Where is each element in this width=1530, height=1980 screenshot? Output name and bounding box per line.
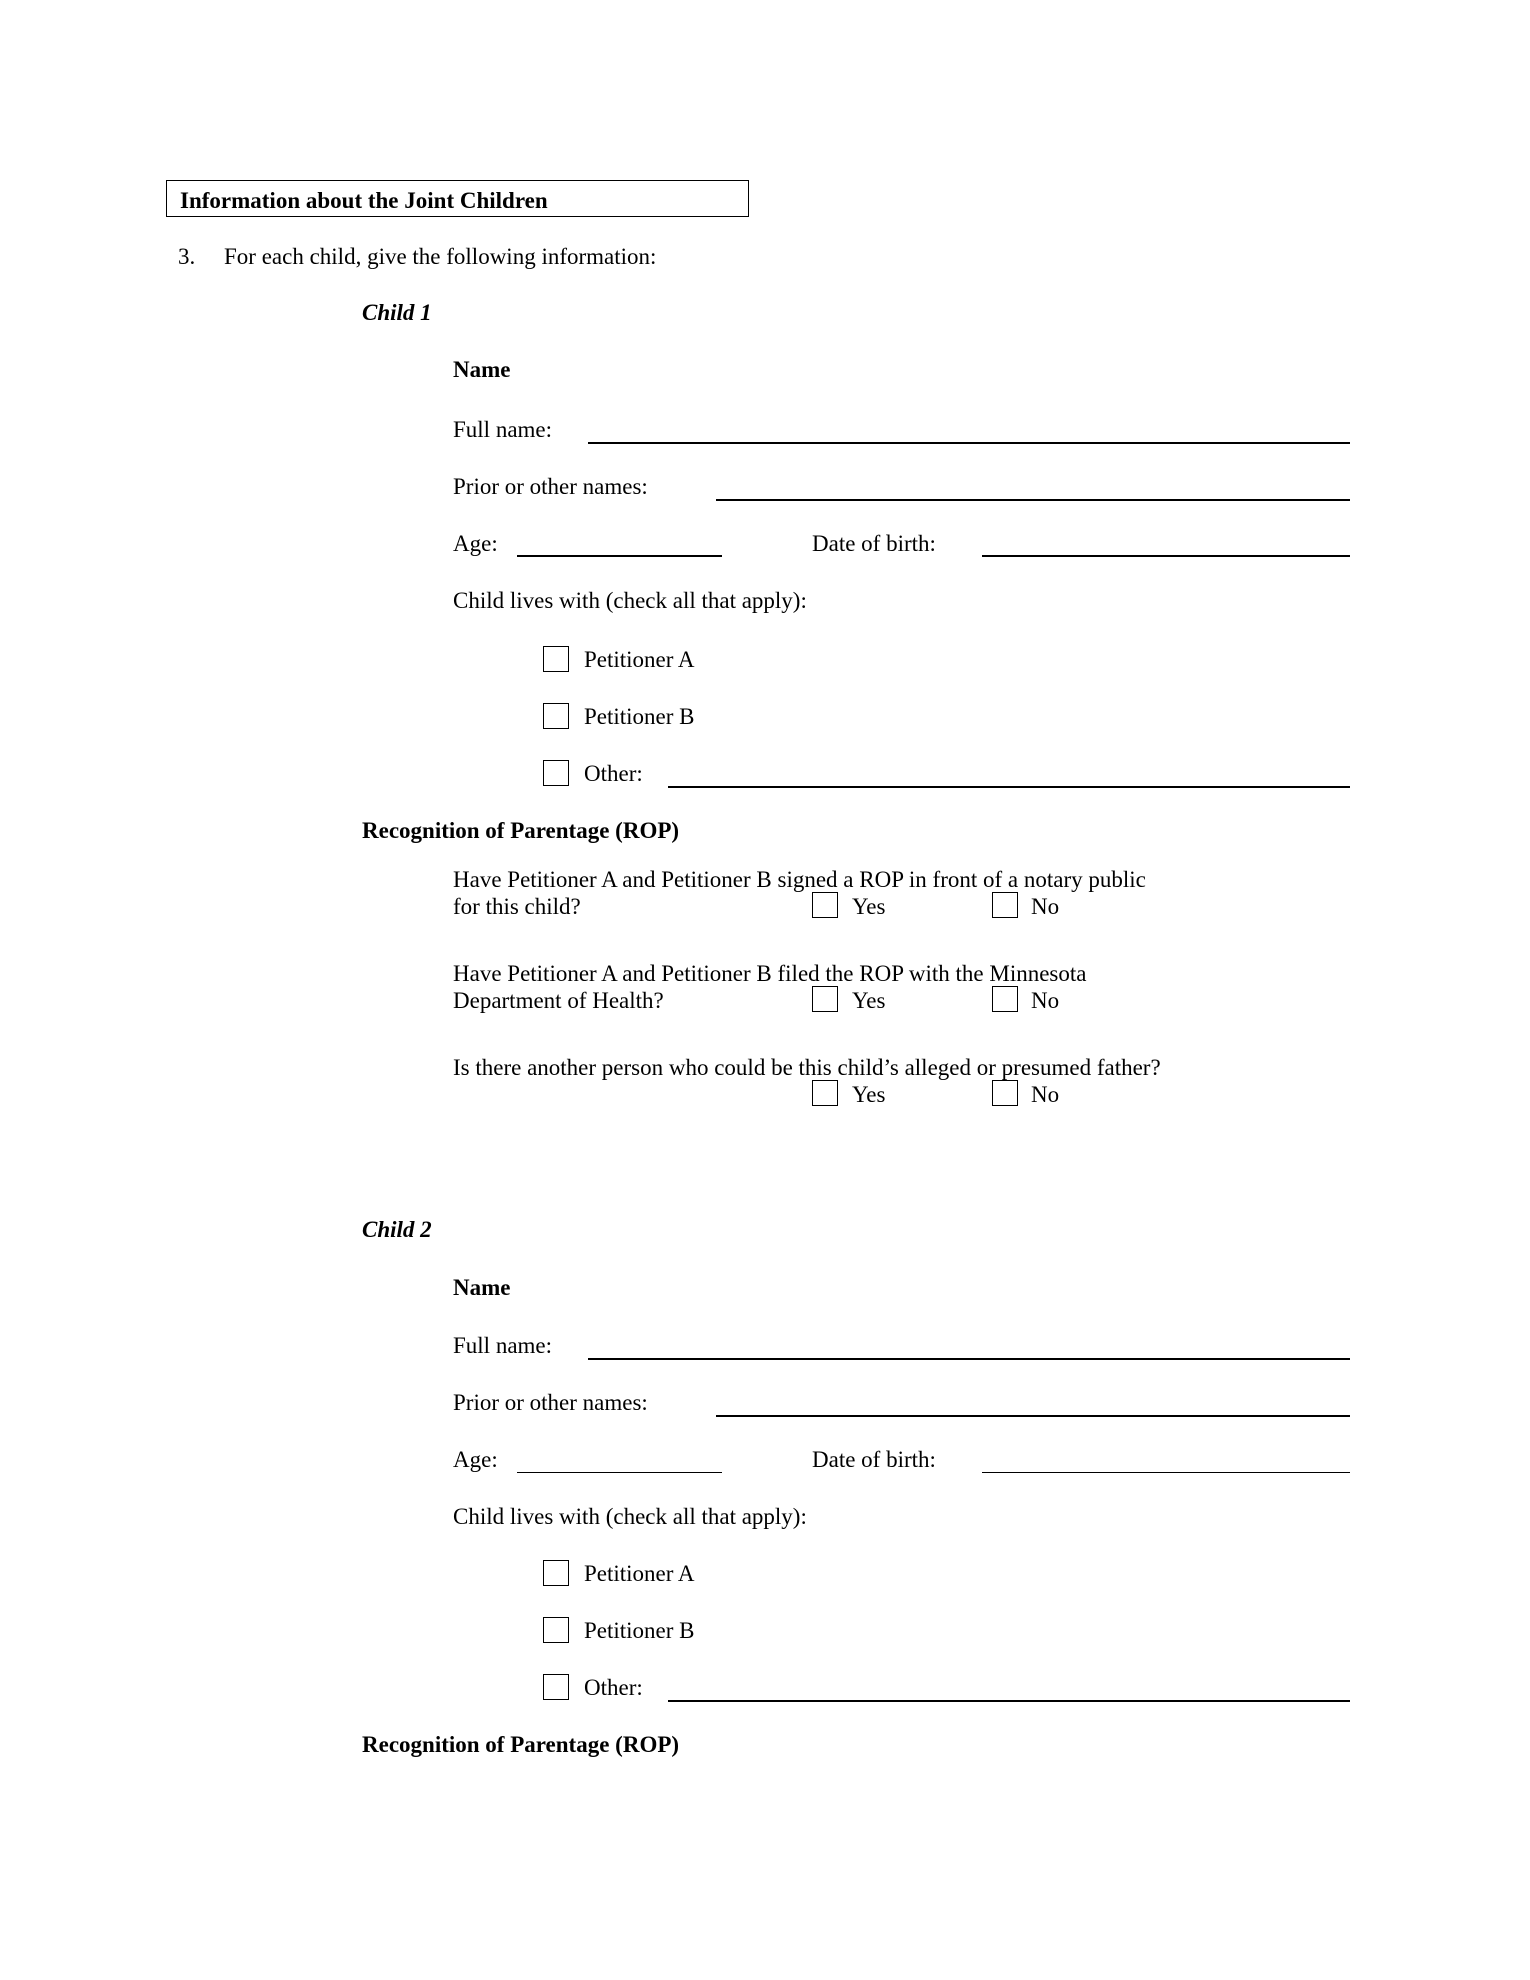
petitioner-a-checkbox[interactable] [543, 646, 569, 672]
age-field[interactable] [517, 1472, 722, 1473]
petitioner-a-checkbox[interactable] [543, 1560, 569, 1586]
other-checkbox[interactable] [543, 760, 569, 786]
name-heading: Name [453, 1275, 511, 1300]
full-name-field[interactable] [588, 442, 1350, 444]
other-label: Other: [584, 1675, 643, 1700]
full-name-label: Full name: [453, 417, 553, 442]
full-name-field[interactable] [588, 1358, 1350, 1360]
prior-names-label: Prior or other names: [453, 1390, 648, 1415]
rop-question-2-line2: Department of Health? [453, 988, 664, 1013]
rop-q2-no-label: No [1031, 988, 1060, 1013]
dob-label: Date of birth: [812, 1447, 936, 1472]
section-header-box [166, 180, 749, 217]
question-text: For each child, give the following information: [224, 244, 657, 269]
dob-field[interactable] [982, 555, 1350, 557]
petitioner-b-checkbox[interactable] [543, 703, 569, 729]
other-field[interactable] [668, 1700, 1350, 1702]
rop-q3-no-checkbox[interactable] [992, 1080, 1018, 1106]
name-heading: Name [453, 357, 511, 382]
rop-question-3-line1: Is there another person who could be this child’s alleged or presumed father? [453, 1055, 1161, 1080]
rop-q2-yes-label: Yes [852, 988, 886, 1013]
petitioner-a-label: Petitioner A [584, 1561, 695, 1586]
rop-q1-no-label: No [1031, 894, 1060, 919]
child-heading: Child 1 [362, 300, 432, 325]
age-label: Age: [453, 531, 498, 556]
rop-heading: Recognition of Parentage (ROP) [362, 818, 680, 843]
rop-q2-yes-checkbox[interactable] [812, 986, 838, 1012]
section-title: Information about the Joint Children [180, 188, 548, 213]
prior-names-field[interactable] [716, 499, 1350, 501]
petitioner-b-label: Petitioner B [584, 704, 695, 729]
rop-q3-no-label: No [1031, 1082, 1060, 1107]
other-field[interactable] [668, 786, 1350, 788]
rop-heading: Recognition of Parentage (ROP) [362, 1732, 680, 1757]
age-field[interactable] [517, 555, 722, 557]
prior-names-label: Prior or other names: [453, 474, 648, 499]
petitioner-b-label: Petitioner B [584, 1618, 695, 1643]
petitioner-a-label: Petitioner A [584, 647, 695, 672]
dob-field[interactable] [982, 1472, 1350, 1473]
rop-q3-yes-label: Yes [852, 1082, 886, 1107]
full-name-label: Full name: [453, 1333, 553, 1358]
lives-with-label: Child lives with (check all that apply): [453, 588, 807, 613]
rop-q2-no-checkbox[interactable] [992, 986, 1018, 1012]
other-checkbox[interactable] [543, 1674, 569, 1700]
dob-label: Date of birth: [812, 531, 936, 556]
rop-q1-yes-checkbox[interactable] [812, 892, 838, 918]
lives-with-label: Child lives with (check all that apply): [453, 1504, 807, 1529]
question-number: 3. [178, 244, 196, 269]
age-label: Age: [453, 1447, 498, 1472]
child-heading: Child 2 [362, 1217, 432, 1242]
rop-question-1-line2: for this child? [453, 894, 581, 919]
other-label: Other: [584, 761, 643, 786]
rop-q1-no-checkbox[interactable] [992, 892, 1018, 918]
rop-q1-yes-label: Yes [852, 894, 886, 919]
rop-q3-yes-checkbox[interactable] [812, 1080, 838, 1106]
rop-question-1-line1: Have Petitioner A and Petitioner B signed a ROP in front of a notary public [453, 867, 1146, 892]
rop-question-2-line1: Have Petitioner A and Petitioner B filed the ROP with the Minnesota [453, 961, 1087, 986]
petitioner-b-checkbox[interactable] [543, 1617, 569, 1643]
prior-names-field[interactable] [716, 1415, 1350, 1417]
